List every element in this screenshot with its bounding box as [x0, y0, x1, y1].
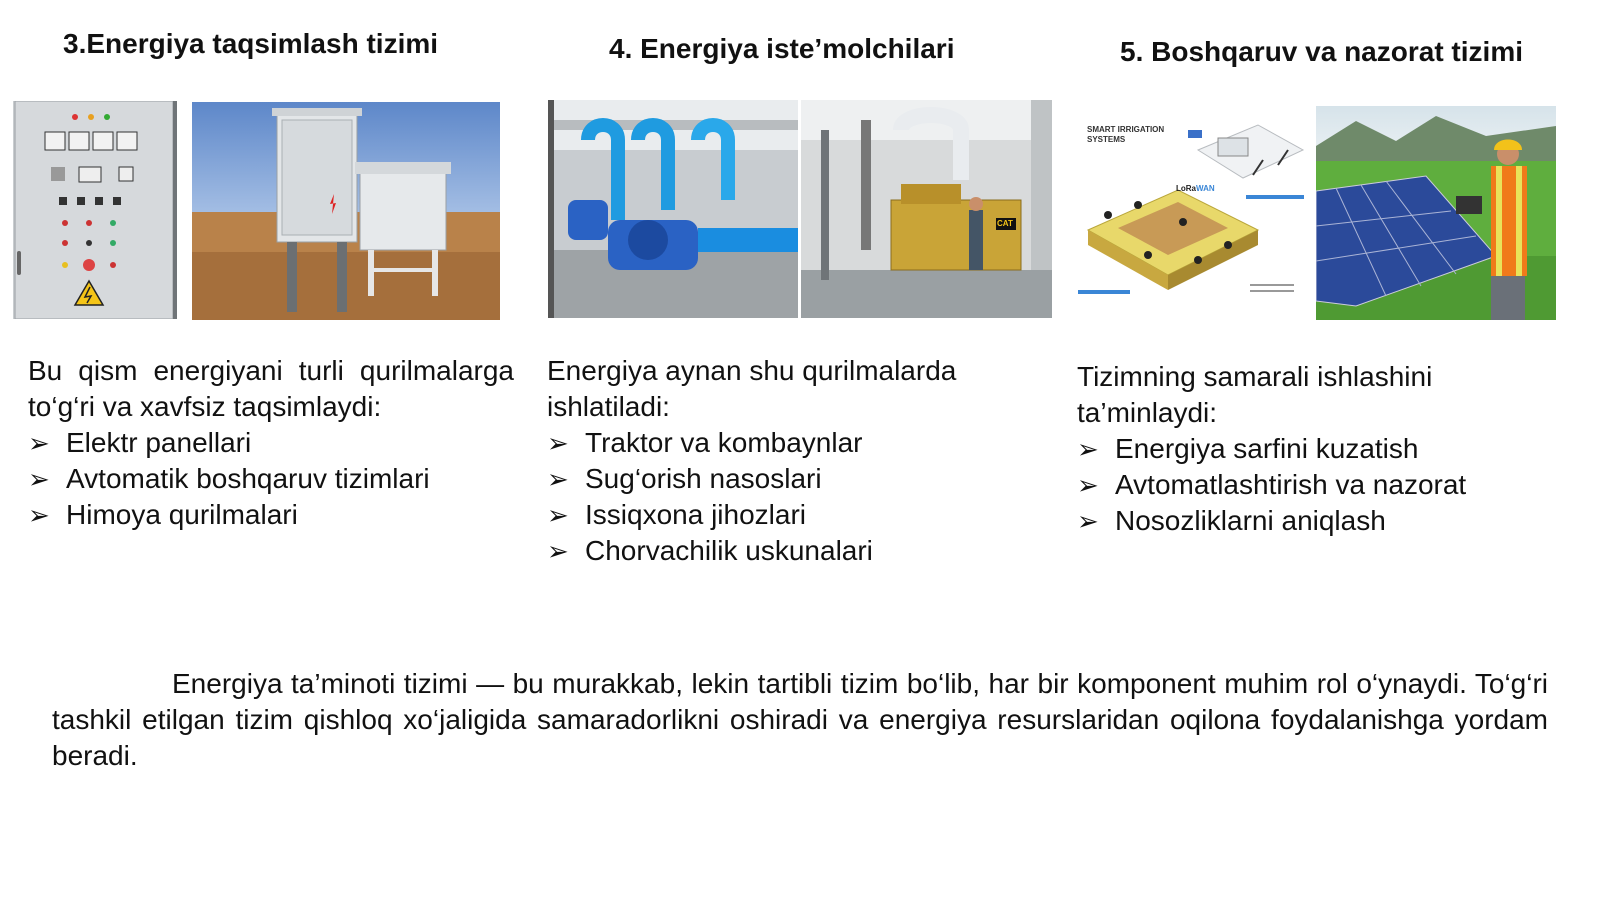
list-item-label: Nosozliklarni aniqlash [1115, 505, 1386, 536]
arrow-bullet-icon: ➢ [547, 536, 569, 566]
list-item-label: Sug‘orish nasoslari [585, 463, 822, 494]
arrow-bullet-icon: ➢ [28, 428, 50, 458]
distribution-description [28, 353, 514, 533]
consumers-intro-line2: ishlatiladi: [547, 391, 670, 422]
arrow-bullet-icon: ➢ [1077, 470, 1099, 500]
control-list [1077, 431, 1557, 539]
list-item [547, 533, 1017, 569]
arrow-bullet-icon: ➢ [1077, 434, 1099, 464]
arrow-bullet-icon: ➢ [1077, 506, 1099, 536]
distribution-intro-line2: to‘g‘ri va xavfsiz taqsimlaydi: [28, 391, 382, 422]
consumers-description [547, 353, 1017, 569]
engine-badge: CAT [997, 219, 1013, 228]
arrow-bullet-icon: ➢ [547, 464, 569, 494]
control-description [1077, 359, 1557, 539]
list-item [547, 461, 1017, 497]
summary-text: Energiya ta’minoti tizimi — bu murakkab, lekin tartibli tizim bo‘lib, har bir komponent muhim rol o‘ynaydi. To‘g‘ri tashkil etilgan tizim qishloq xo‘jaligida samaradorlikni oshiradi va energiya resurslaridan oqilona foydalanishga yordam beradi. [52, 668, 1548, 771]
diagram-title [1087, 125, 1164, 145]
control-intro-line1: Tizimning samarali ishlashini [1077, 361, 1433, 392]
electric-panel-photo [13, 101, 177, 319]
list-item-label: Issiqxona jihozlari [585, 499, 806, 530]
diagram-title-line1: SMART IRRIGATION [1087, 125, 1165, 134]
list-item-label: Avtomatlashtirish va nazorat [1115, 469, 1467, 500]
list-item-label: Himoya qurilmalari [66, 499, 298, 530]
arrow-bullet-icon: ➢ [547, 428, 569, 458]
generator-room-photo [801, 100, 1052, 318]
list-item [547, 425, 1017, 461]
arrow-bullet-icon: ➢ [28, 500, 50, 530]
list-item-label: Energiya sarfini kuzatish [1115, 433, 1419, 464]
list-item-label: Elektr panellari [66, 427, 252, 458]
lorawan-label [1176, 184, 1215, 193]
list-item [28, 497, 514, 533]
list-item [1077, 503, 1557, 539]
distribution-intro-line1: Bu qism energiyani turli qurilmalarga [28, 355, 514, 386]
lorawan-suffix: WAN [1196, 184, 1215, 193]
water-pumps-photo [548, 100, 798, 318]
consumers-intro-line1: Energiya aynan shu qurilmalarda [547, 355, 957, 386]
arrow-bullet-icon: ➢ [547, 500, 569, 530]
distribution-list [28, 425, 514, 533]
solar-panel-photo [1316, 106, 1556, 320]
control-intro-line2: ta’minlaydi: [1077, 397, 1218, 428]
diagram-title-line2: SYSTEMS [1087, 135, 1126, 144]
list-item [28, 425, 514, 461]
distribution-boxes-photo [192, 102, 500, 320]
list-item-label: Avtomatik boshqaruv tizimlari [66, 463, 430, 494]
consumers-title: 4. Energiya iste’molchilari [609, 33, 955, 64]
list-item [28, 461, 514, 497]
lorawan-prefix: LoRa [1176, 184, 1196, 193]
list-item [1077, 431, 1557, 467]
summary-paragraph [52, 666, 1548, 774]
list-item [547, 497, 1017, 533]
distribution-title: 3.Energiya taqsimlash tizimi [63, 28, 439, 59]
arrow-bullet-icon: ➢ [28, 464, 50, 494]
control-title: 5. Boshqaruv va nazorat tizimi [1120, 36, 1523, 67]
list-item-label: Chorvachilik uskunalari [585, 535, 873, 566]
consumers-list [547, 425, 1017, 569]
list-item [1077, 467, 1557, 503]
list-item-label: Traktor va kombaynlar [585, 427, 863, 458]
smart-irrigation-diagram [1078, 110, 1310, 310]
